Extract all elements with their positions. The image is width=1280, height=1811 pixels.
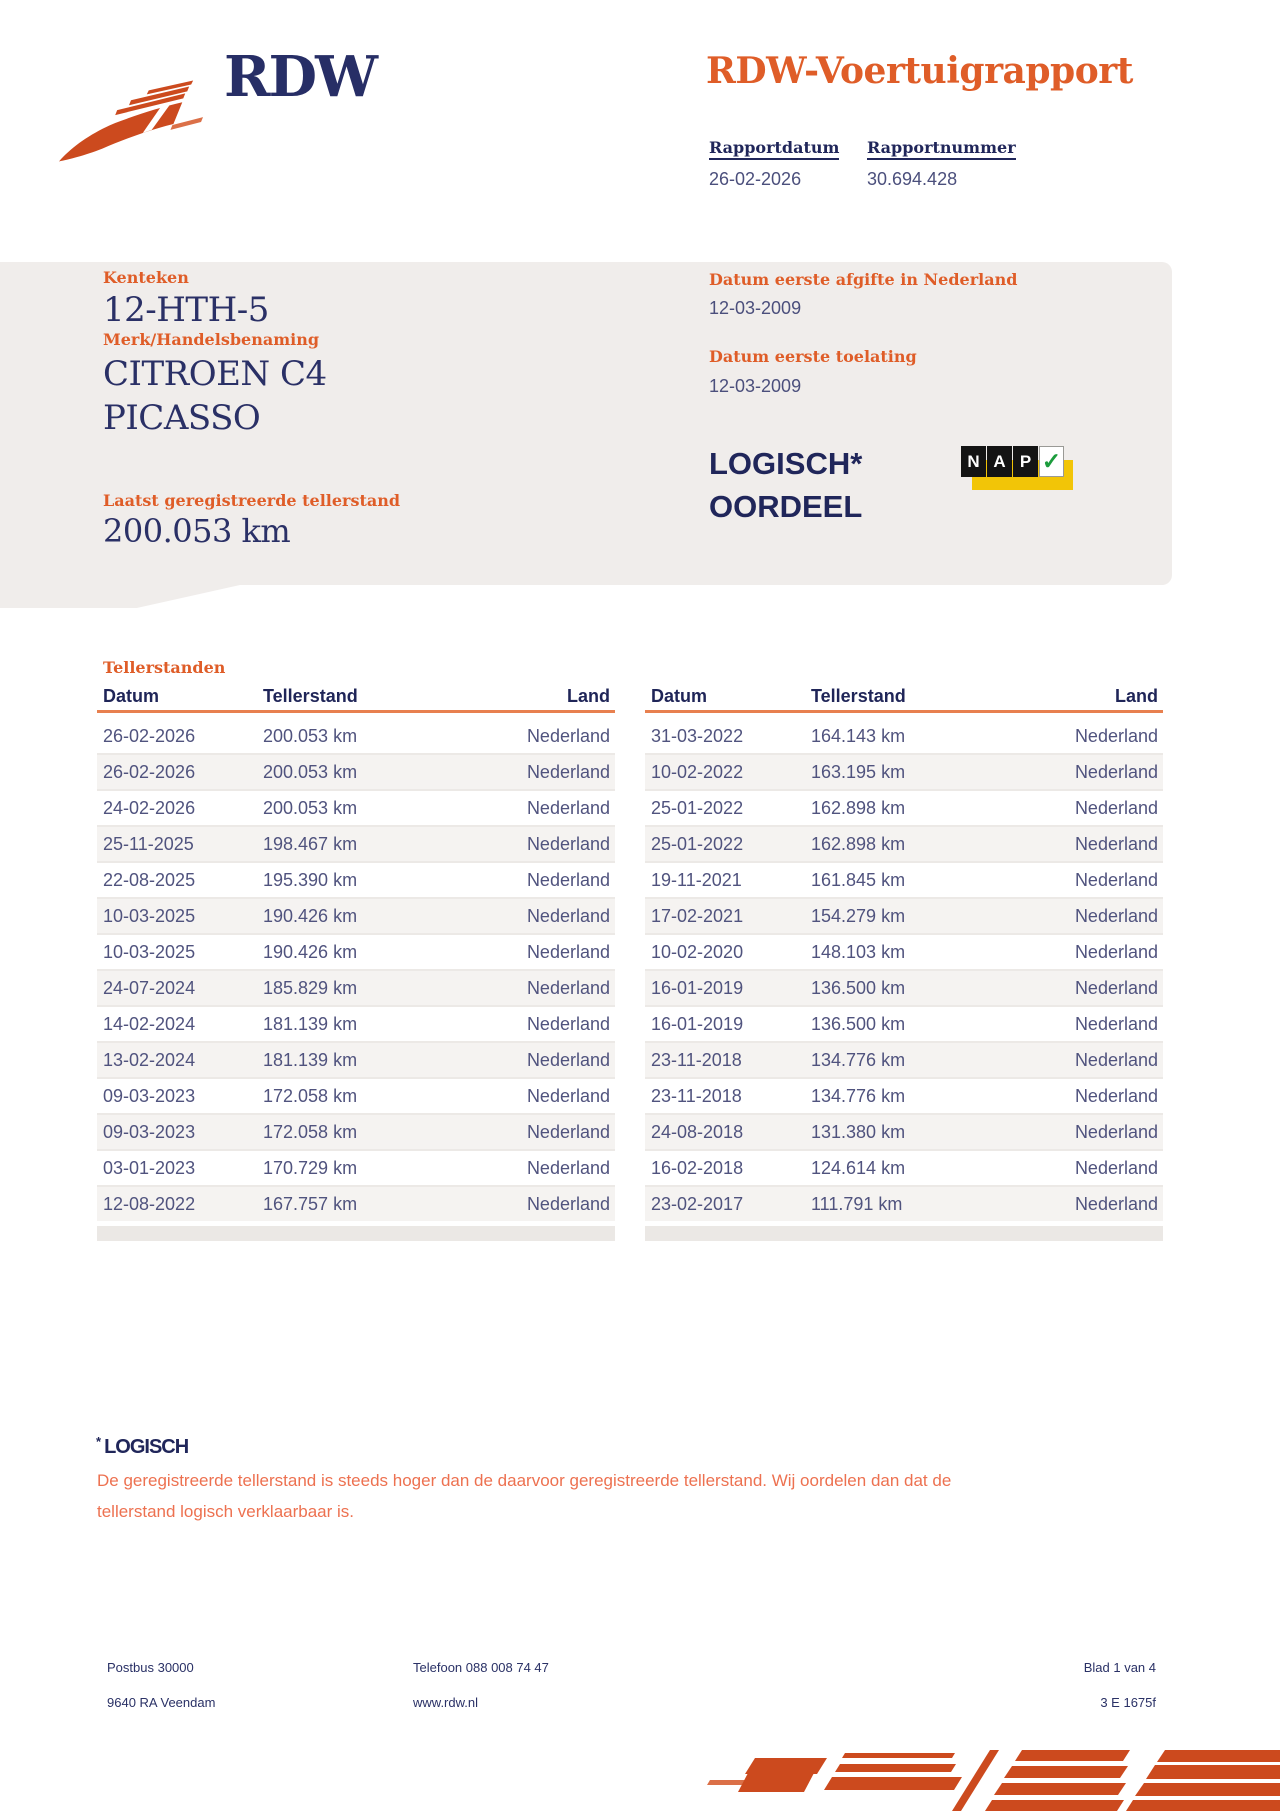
cell-tellerstand: 167.757 km xyxy=(263,1193,358,1214)
table-row xyxy=(97,789,615,825)
cell-datum: 22-08-2025 xyxy=(103,869,196,890)
tellerstanden-table-left xyxy=(97,686,615,1241)
cell-datum: 10-03-2025 xyxy=(103,941,196,962)
tellerstanden-section-title: Tellerstanden xyxy=(103,658,226,677)
cell-land: Nederland xyxy=(526,905,610,926)
table-row xyxy=(645,897,1163,933)
table-body-right xyxy=(645,719,1163,1241)
table-row xyxy=(645,1149,1163,1185)
cell-tellerstand: 134.776 km xyxy=(811,1049,906,1070)
cell-land: Nederland xyxy=(526,1085,610,1106)
cell-tellerstand: 111.791 km xyxy=(811,1193,903,1214)
cell-land: Nederland xyxy=(1074,1085,1158,1106)
footnote-line1: De geregistreerde tellerstand is steeds hoger dan de daarvoor geregistreerde tellerstand. Wij oordelen dan dat de xyxy=(97,1471,952,1490)
column-header-datum: Datum xyxy=(651,686,708,706)
cell-land: Nederland xyxy=(1074,941,1158,962)
cell-datum: 03-01-2023 xyxy=(103,1157,196,1178)
table-row xyxy=(97,1077,615,1113)
footer-phone: Telefoon 088 008 74 47 xyxy=(413,1660,549,1675)
cell-datum: 24-02-2026 xyxy=(103,797,196,818)
table-row xyxy=(97,1041,615,1077)
cell-datum: 25-01-2022 xyxy=(651,797,744,818)
table-row xyxy=(645,1113,1163,1149)
table-row xyxy=(97,825,615,861)
cell-datum: 31-03-2022 xyxy=(651,725,744,746)
cell-datum: 09-03-2023 xyxy=(103,1121,196,1142)
footer-city: 9640 RA Veendam xyxy=(107,1695,216,1710)
cell-tellerstand: 162.898 km xyxy=(811,833,906,854)
report-number-value: 30.694.428 xyxy=(867,169,958,189)
table-row xyxy=(97,897,615,933)
cell-datum: 14-02-2024 xyxy=(103,1013,196,1034)
cell-land: Nederland xyxy=(526,941,610,962)
cell-tellerstand: 200.053 km xyxy=(263,797,358,818)
cell-datum: 12-08-2022 xyxy=(103,1193,196,1214)
table-row xyxy=(645,1077,1163,1113)
table-row xyxy=(645,1185,1163,1221)
eerste-toelating-label: Datum eerste toelating xyxy=(709,347,917,366)
table-row xyxy=(97,1149,615,1185)
cell-land: Nederland xyxy=(526,833,610,854)
table-row xyxy=(645,789,1163,825)
cell-datum: 23-11-2018 xyxy=(651,1085,742,1106)
cell-land: Nederland xyxy=(1074,797,1158,818)
cell-tellerstand: 136.500 km xyxy=(811,1013,906,1034)
footnote-asterisk: * xyxy=(96,1434,102,1449)
cell-tellerstand: 185.829 km xyxy=(263,977,358,998)
cell-tellerstand: 154.279 km xyxy=(811,905,906,926)
cell-land: Nederland xyxy=(1074,761,1158,782)
cell-datum: 09-03-2023 xyxy=(103,1085,196,1106)
table-row xyxy=(645,969,1163,1005)
footnote-line2: tellerstand logisch verklaarbaar is. xyxy=(97,1502,355,1521)
cell-tellerstand: 124.614 km xyxy=(811,1157,906,1178)
cell-tellerstand: 181.139 km xyxy=(263,1013,358,1034)
table-row xyxy=(97,1185,615,1221)
cell-datum: 24-07-2024 xyxy=(103,977,196,998)
merk-value xyxy=(103,352,327,440)
cell-tellerstand: 198.467 km xyxy=(263,833,358,854)
footnote-title xyxy=(96,1434,188,1459)
table-row xyxy=(97,861,615,897)
cell-datum: 10-02-2020 xyxy=(651,941,744,962)
cell-datum: 19-11-2021 xyxy=(651,869,742,890)
table-footer-stripe xyxy=(645,1226,1163,1241)
cell-tellerstand: 190.426 km xyxy=(263,905,358,926)
kenteken-value: 12-HTH-5 xyxy=(103,290,269,330)
table-row xyxy=(645,719,1163,753)
cell-land: Nederland xyxy=(1074,905,1158,926)
rdw-logo-icon xyxy=(56,78,204,166)
table-row xyxy=(97,1113,615,1149)
eerste-afgifte-label: Datum eerste afgifte in Nederland xyxy=(709,270,1018,289)
cell-datum: 25-11-2025 xyxy=(103,833,194,854)
cell-land: Nederland xyxy=(1074,1049,1158,1070)
merk-line1: CITROEN C4 xyxy=(103,354,327,394)
footer-postbus: Postbus 30000 xyxy=(107,1660,194,1675)
oordeel-line1: LOGISCH* xyxy=(709,446,863,481)
report-date-block xyxy=(709,138,839,190)
cell-tellerstand: 200.053 km xyxy=(263,725,358,746)
cell-tellerstand: 190.426 km xyxy=(263,941,358,962)
cell-land: Nederland xyxy=(1074,833,1158,854)
brand-wordmark: RDW xyxy=(224,44,376,110)
cell-land: Nederland xyxy=(1074,869,1158,890)
table-row xyxy=(97,719,615,753)
nap-letter-a: A xyxy=(987,446,1012,477)
report-date-label: Rapportdatum xyxy=(709,138,839,160)
cell-datum: 16-01-2019 xyxy=(651,977,744,998)
cell-tellerstand: 172.058 km xyxy=(263,1085,358,1106)
table-row xyxy=(645,1041,1163,1077)
cell-datum: 26-02-2026 xyxy=(103,725,196,746)
report-date-value: 26-02-2026 xyxy=(709,169,802,189)
cell-land: Nederland xyxy=(1074,977,1158,998)
cell-land: Nederland xyxy=(526,1049,610,1070)
nap-letter-n: N xyxy=(961,446,986,477)
table-row xyxy=(645,861,1163,897)
cell-datum: 13-02-2024 xyxy=(103,1049,196,1070)
table-row xyxy=(645,933,1163,969)
column-header-land: Land xyxy=(1115,686,1158,706)
footer-website: www.rdw.nl xyxy=(413,1695,479,1710)
cell-tellerstand: 200.053 km xyxy=(263,761,358,782)
footer-page-number: Blad 1 van 4 xyxy=(1083,1660,1156,1675)
cell-land: Nederland xyxy=(526,725,610,746)
table-row xyxy=(97,1005,615,1041)
nap-check-icon: ✓ xyxy=(1039,446,1064,477)
column-header-land: Land xyxy=(567,686,610,706)
merk-label: Merk/Handelsbenaming xyxy=(103,330,320,349)
cell-tellerstand: 164.143 km xyxy=(811,725,906,746)
cell-land: Nederland xyxy=(526,1193,610,1214)
cell-datum: 16-01-2019 xyxy=(651,1013,744,1034)
tellerstanden-table-right xyxy=(645,686,1163,1241)
cell-tellerstand: 136.500 km xyxy=(811,977,906,998)
cell-tellerstand: 131.380 km xyxy=(811,1121,906,1142)
eerste-afgifte-value: 12-03-2009 xyxy=(709,298,802,318)
cell-land: Nederland xyxy=(1074,1193,1158,1214)
cell-datum: 10-03-2025 xyxy=(103,905,196,926)
table-row xyxy=(645,1005,1163,1041)
cell-tellerstand: 162.898 km xyxy=(811,797,906,818)
table-header-row xyxy=(97,686,615,713)
cell-tellerstand: 170.729 km xyxy=(263,1157,358,1178)
merk-line2: PICASSO xyxy=(103,398,261,438)
footnote-text xyxy=(97,1465,1177,1527)
cell-datum: 24-08-2018 xyxy=(651,1121,744,1142)
eerste-toelating-value: 12-03-2009 xyxy=(709,376,802,396)
table-row xyxy=(97,969,615,1005)
cell-land: Nederland xyxy=(526,761,610,782)
cell-datum: 17-02-2021 xyxy=(651,905,744,926)
cell-land: Nederland xyxy=(526,977,610,998)
kenteken-label: Kenteken xyxy=(103,268,189,287)
laatste-tellerstand-label: Laatst geregistreerde tellerstand xyxy=(103,491,401,510)
cell-land: Nederland xyxy=(526,1013,610,1034)
cell-land: Nederland xyxy=(526,1157,610,1178)
column-header-tellerstand: Tellerstand xyxy=(263,686,358,706)
cell-datum: 23-02-2017 xyxy=(651,1193,744,1214)
table-header-row xyxy=(645,686,1163,713)
oordeel-verdict xyxy=(709,442,862,528)
rdw-stripes-decoration-icon xyxy=(660,1750,1280,1811)
cell-datum: 10-02-2022 xyxy=(651,761,744,782)
cell-tellerstand: 163.195 km xyxy=(811,761,906,782)
report-number-block xyxy=(867,138,1016,190)
cell-land: Nederland xyxy=(1074,1121,1158,1142)
nap-logo xyxy=(958,443,1076,493)
table-row xyxy=(97,753,615,789)
cell-land: Nederland xyxy=(526,797,610,818)
cell-tellerstand: 172.058 km xyxy=(263,1121,358,1142)
cell-land: Nederland xyxy=(1074,725,1158,746)
cell-tellerstand: 161.845 km xyxy=(811,869,906,890)
nap-letter-p: P xyxy=(1013,446,1038,477)
cell-tellerstand: 148.103 km xyxy=(811,941,906,962)
cell-datum: 23-11-2018 xyxy=(651,1049,742,1070)
table-row xyxy=(645,753,1163,789)
footer-doc-code: 3 E 1675f xyxy=(1100,1695,1156,1710)
column-header-datum: Datum xyxy=(103,686,160,706)
cell-tellerstand: 195.390 km xyxy=(263,869,358,890)
cell-land: Nederland xyxy=(526,1121,610,1142)
table-footer-stripe xyxy=(97,1226,615,1241)
table-body-left xyxy=(97,719,615,1241)
report-title: RDW-Voertuigrapport xyxy=(706,50,1133,92)
oordeel-line2: OORDEEL xyxy=(709,489,863,524)
cell-datum: 26-02-2026 xyxy=(103,761,196,782)
cell-land: Nederland xyxy=(526,869,610,890)
vehicle-summary-panel-tab xyxy=(0,585,240,608)
table-row xyxy=(645,825,1163,861)
cell-land: Nederland xyxy=(1074,1013,1158,1034)
column-header-tellerstand: Tellerstand xyxy=(811,686,906,706)
laatste-tellerstand-value: 200.053 km xyxy=(103,512,291,550)
cell-datum: 25-01-2022 xyxy=(651,833,744,854)
report-number-label: Rapportnummer xyxy=(867,138,1016,160)
table-row xyxy=(97,933,615,969)
cell-land: Nederland xyxy=(1074,1157,1158,1178)
cell-tellerstand: 181.139 km xyxy=(263,1049,358,1070)
footnote-word: LOGISCH xyxy=(104,1436,189,1458)
cell-datum: 16-02-2018 xyxy=(651,1157,744,1178)
cell-tellerstand: 134.776 km xyxy=(811,1085,906,1106)
